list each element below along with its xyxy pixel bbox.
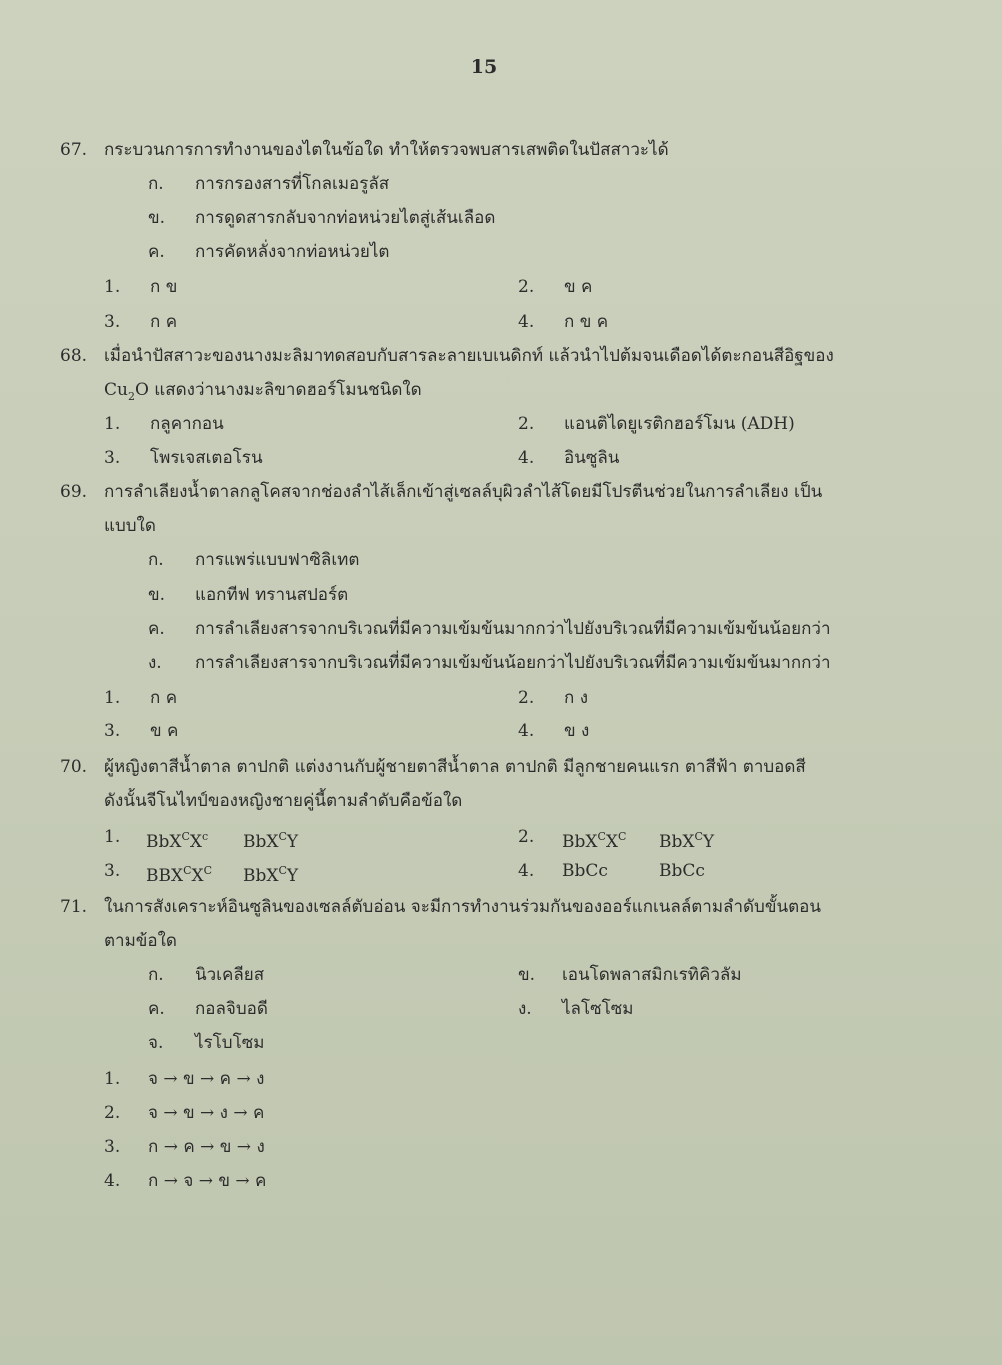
item-label: ข. [148,585,166,605]
option-text: จ → ข → ง → ค [148,1103,265,1123]
option-number: 4. [518,721,535,741]
option-number: 3. [104,312,121,332]
option-number: 3. [104,448,121,468]
item-label: จ. [148,1033,164,1053]
option-number: 2. [518,827,535,847]
option-text: ก ค [150,688,178,708]
option-text: ก ข [150,277,178,297]
question-text-continued: $Cu_2O$ แสดงว่านางมะลิขาดฮอร์โมนชนิดใด [104,380,422,403]
option-number: 1. [104,827,121,847]
question-text-continued: ตามข้อใด [104,931,177,951]
option-number: 4. [518,312,535,332]
genotype-female: $BbX^CX^c$ [146,830,209,852]
option-text: โพรเจสเตอโรน [150,448,263,468]
genotype-male: BbX$^C$Y [659,830,715,852]
genotype-male: BbCc [659,861,705,881]
option-text: ข ค [150,721,179,741]
option-text: กลูคากอน [150,414,224,434]
option-number: 3. [104,1137,121,1157]
option-text: ข ง [564,721,590,741]
question-number: 68. [60,346,88,366]
option-number: 4. [518,448,535,468]
item-label: ค. [148,242,165,262]
item-text: แอกทีฟ ทรานสปอร์ต [195,585,349,605]
option-text: จ → ข → ค → ง [148,1069,265,1089]
option-number: 4. [518,861,535,881]
item-text: เอนโดพลาสมิกเรทิคิวลัม [562,965,742,985]
item-text: กอลจิบอดี [195,999,268,1019]
question-text: เมื่อนำปัสสาวะของนางมะลิมาทดสอบกับสารละลายเบเนดิกท์ แล้วนำไปต้มจนเดือดได้ตะกอนสีอิฐของ [104,346,834,366]
item-label: ก. [148,174,164,194]
question-text: กระบวนการการทำงานของไตในข้อใด ทำให้ตรวจพบสารเสพติดในปัสสาวะได้ [104,140,669,160]
item-label: ง. [518,999,532,1019]
option-number: 1. [104,688,121,708]
item-label: ก. [148,965,164,985]
option-number: 3. [104,721,121,741]
item-text: นิวเคลียส [195,965,265,985]
option-text: ก → ค → ข → ง [148,1137,265,1157]
question-number: 67. [60,140,88,160]
option-number: 1. [104,414,121,434]
page-number: 15 [470,56,498,78]
question-number: 69. [60,482,88,502]
question-text: ในการสังเคราะห์อินซูลินของเซลล์ตับอ่อน จะมีการทำงานร่วมกันของออร์แกเนลล์ตามลำดับขั้นตอน [104,897,821,917]
item-label: ง. [148,653,162,673]
option-number: 2. [518,688,535,708]
genotype-male: BbX$^C$Y [243,864,299,886]
question-text: ผู้หญิงตาสีน้ำตาล ตาปกติ แต่งงานกับผู้ชายตาสีน้ำตาล ตาปกติ มีลูกชายคนแรก ตาสีฟ้า ตาบอดสี [104,757,806,777]
item-text: การลำเลียงสารจากบริเวณที่มีความเข้มข้นมากกว่าไปยังบริเวณที่มีความเข้มข้นน้อยกว่า [195,619,831,639]
item-label: ข. [148,208,166,228]
option-text: อินซูลิน [564,448,620,468]
option-text: แอนติไดยูเรติกฮอร์โมน (ADH) [564,414,795,434]
option-text: ก → จ → ข → ค [148,1171,267,1191]
option-text: ก ง [564,688,588,708]
option-number: 2. [104,1103,121,1123]
genotype-male: BbX$^C$Y [243,830,299,852]
option-number: 2. [518,277,535,297]
genotype-female: $BBX^CX^C$ [146,864,213,886]
option-text: ก ข ค [564,312,609,332]
question-text-continued: ดังนั้นจีโนไทป์ของหญิงชายคู่นี้ตามลำดับคือข้อใด [104,791,463,811]
option-number: 2. [518,414,535,434]
question-number: 70. [60,757,88,777]
genotype-female: BbCc [562,861,608,881]
option-number: 1. [104,1069,121,1089]
item-label: ค. [148,999,165,1019]
item-label: ข. [518,965,536,985]
item-text: ไรโบโซม [195,1033,265,1053]
question-number: 71. [60,897,88,917]
item-text: การดูดสารกลับจากท่อหน่วยไตสู่เส้นเลือด [195,208,496,228]
question-text: การลำเลียงน้ำตาลกลูโคสจากช่องลำไส้เล็กเข้าสู่เซลล์บุผิวลำไส้โดยมีโปรตีนช่วยในการลำเลียง เป็น [104,482,823,502]
item-text: ไลโซโซม [562,999,634,1019]
option-text: ก ค [150,312,178,332]
item-text: การลำเลียงสารจากบริเวณที่มีความเข้มข้นน้อยกว่าไปยังบริเวณที่มีความเข้มข้นมากกว่า [195,653,831,673]
genotype-female: $BbX^CX^C$ [562,830,627,852]
option-number: 3. [104,861,121,881]
item-label: ค. [148,619,165,639]
item-text: การแพร่แบบฟาซิลิเทต [195,550,360,570]
item-label: ก. [148,550,164,570]
option-number: 1. [104,277,121,297]
option-number: 4. [104,1171,121,1191]
question-text-continued: แบบใด [104,516,156,536]
option-text: ข ค [564,277,593,297]
item-text: การคัดหลั่งจากท่อหน่วยไต [195,242,390,262]
item-text: การกรองสารที่โกลเมอรูลัส [195,174,390,194]
